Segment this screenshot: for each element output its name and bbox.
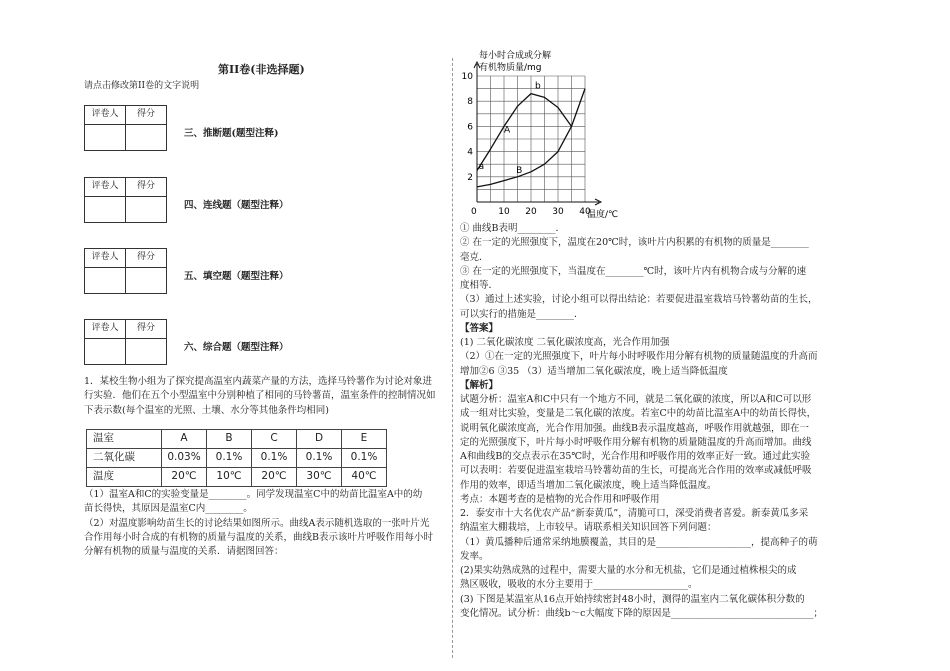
text-line: ① 曲线B表明________．: [460, 223, 566, 234]
text-line: 下表示数(每个温室的光照、土壤、水分等其他条件均相同): [84, 404, 329, 416]
y-tick-label: 10: [461, 72, 473, 82]
score-label: 得分: [126, 106, 167, 125]
origin-label: 0: [471, 207, 477, 217]
grader-label: 评卷人: [85, 249, 126, 268]
table-cell: 温室: [87, 430, 162, 449]
text-line: 可以实行的措施是________．: [460, 308, 584, 320]
curve-label: A: [504, 125, 511, 136]
answer-heading: 【答案】: [460, 322, 499, 334]
grader-cell: [85, 125, 126, 151]
text-line: 说明氧化碳浓度高，光合作用加强。曲线B表示温度越高，呼吸作用就越强，即在一: [460, 422, 809, 434]
text-line: (3) 下图是某温室从16点开始持续密封48小时，测得的温室内二氧化碳体积分数的: [460, 593, 805, 605]
score-box-3: [84, 105, 167, 151]
table-cell: 温度: [87, 468, 162, 487]
text-line: （1）黄瓜播种后通常采纳地膜覆盖，其目的是____________________，提高种子的萌: [460, 536, 818, 548]
text-line: 作用的效率，即适当增加二氧化碳浓度，晚上适当降低温度。: [460, 479, 717, 491]
table-cell: 40℃: [342, 468, 387, 487]
column-divider: [452, 58, 453, 658]
y-tick-label: 4: [467, 147, 473, 158]
y-tick-label: 2: [467, 172, 473, 183]
text-line: 1．某校生物小组为了探究提高温室内蔬菜产量的方法，选择马铃薯作为讨论对象进: [84, 376, 433, 387]
section-heading: 五、填空题（题型注释）: [184, 271, 289, 282]
grader-label: 评卷人: [85, 178, 126, 197]
text-line: （2）①在一定的光照强度下，叶片每小时呼吸作用分解有机物的质量随温度的升高而: [460, 351, 818, 363]
table-cell: D: [297, 430, 342, 449]
x-axis-label: 温度/℃: [587, 210, 619, 220]
table-row: [87, 468, 387, 487]
question-1-intro: [84, 375, 436, 418]
table-row: [87, 430, 387, 449]
text-line: 合作用每小时合成的有机物的质量与温度的关系，曲线B表示该叶片呼吸作用每小时: [84, 531, 433, 543]
text-line: 2．泰安市十大名优农产品“新泰黄瓜”，清脆可口，深受消费者喜爱。新泰黄瓜多采: [460, 508, 809, 519]
y-tick-label: 6: [467, 122, 473, 133]
table-cell: C: [252, 430, 297, 449]
y-axis-label-line2: 有机物质量/mg: [479, 63, 542, 73]
text-line: （1）温室A和C的实验变量是________。同学发现温室C中的幼苗比温室A中的幼: [84, 489, 423, 500]
text-line: 分解有机物的质量与温度的关系．请据图回答：: [84, 546, 284, 557]
question-1-parts: [84, 488, 433, 559]
x-tick-label: 40: [579, 207, 591, 217]
analysis-heading: 【解析】: [460, 379, 499, 391]
table-cell: 20℃: [252, 468, 297, 487]
text-line: 熟区吸收，吸收的水分主要用于____________________。: [460, 579, 698, 591]
grader-cell: [85, 197, 126, 223]
table-cell: 二氧化碳: [87, 449, 162, 468]
text-line: ③ 在一定的光照强度下，当温度在________℃时，该叶片内有机物合成与分解的速: [460, 265, 807, 277]
text-line: (1) 二氧化碳浓度 二氧化碳浓度高，光合作用加强: [460, 337, 670, 348]
chart-point-labels: [479, 82, 541, 176]
text-line: 度相等．: [460, 280, 499, 291]
text-line: (2)果实幼熟成熟的过程中，需要大量的水分和无机盐，它们是通过植株根尖的成: [460, 565, 797, 576]
score-box-5: [84, 248, 167, 294]
text-line: ② 在一定的光照强度下，温度在20℃时，该叶片内积累的有机物的质量是________: [460, 237, 809, 249]
x-tick-label: 20: [525, 207, 537, 217]
curve-label: B: [516, 166, 523, 177]
grader-label: 评卷人: [85, 106, 126, 125]
text-line: 毫克．: [460, 251, 489, 263]
score-cell: [126, 339, 167, 365]
text-line: 成一组对比实验，变量是二氧化碳的浓度。若室C中的幼苗比温室A中的幼苗长得快，: [460, 408, 817, 420]
text-line: （3）通过上述实验，讨论小组可以得出结论：若要促进温室栽培马铃薯幼苗的生长，: [460, 294, 818, 306]
page-title: 第II卷(非选择题): [218, 63, 305, 76]
score-cell: [126, 125, 167, 151]
x-tick-label: 10: [498, 207, 510, 217]
table-cell: A: [162, 430, 207, 449]
table-cell: 20℃: [162, 468, 207, 487]
x-tick-label: 30: [552, 207, 564, 217]
curve-a-line: [477, 94, 572, 171]
table-cell: 0.1%: [342, 449, 387, 468]
score-label: 得分: [126, 178, 167, 197]
temperature-chart: [455, 44, 635, 224]
text-line: 可以表明：若要促进温室栽培马铃薯幼苗的生长，可提高光合作用的效率或减低呼吸: [460, 465, 812, 477]
table-cell: 0.1%: [297, 449, 342, 468]
table-cell: E: [342, 430, 387, 449]
text-line: 增加②6 ③35 （3）适当增加二氧化碳浓度，晚上适当降低温度: [460, 365, 728, 377]
grader-cell: [85, 268, 126, 294]
section-heading: 六、综合题（题型注释）: [184, 342, 289, 353]
text-line: 行实验．他们在五个小型温室中分别种植了相同的马铃薯苗，温室条件的控制情况如: [84, 390, 436, 402]
table-cell: 10℃: [207, 468, 252, 487]
y-tick-label: 8: [467, 97, 473, 108]
y-axis-label-line1: 每小时合成或分解: [479, 51, 552, 61]
grader-label: 评卷人: [85, 320, 126, 339]
table-cell: 30℃: [297, 468, 342, 487]
greenhouse-table: [86, 429, 387, 487]
score-box-4: [84, 177, 167, 223]
curve-label: b: [535, 81, 541, 92]
text-line: 定的光照强度下，叶片每小时呼吸作用分解有机物的质量随温度的升高而增加。曲线: [460, 436, 812, 448]
instruction-note: 请点击修改第II卷的文字说明: [84, 81, 200, 91]
table-cell: 0.1%: [207, 449, 252, 468]
text-line: A和曲线B的交点表示在35℃时，光合作用和呼吸作用的效率正好一致。通过此实验: [460, 451, 811, 462]
text-line: 变化情况。试分析：曲线b～c大幅度下降的原因是______________________________；: [460, 607, 823, 619]
section-heading: 四、连线题（题型注释）: [184, 200, 289, 211]
table-cell: B: [207, 430, 252, 449]
score-label: 得分: [126, 320, 167, 339]
table-row: [87, 449, 387, 468]
grader-cell: [85, 339, 126, 365]
score-box-6: [84, 319, 167, 365]
text-line: （2）对温度影响幼苗生长的讨论结果如图所示。曲线A表示随机选取的一张叶片光: [84, 517, 430, 529]
section-heading: 三、推断题(题型注释): [184, 128, 279, 139]
table-cell: 0.03%: [162, 449, 207, 468]
text-line: 考点：本题考查的是植物的光合作用和呼吸作用: [460, 493, 660, 505]
score-cell: [126, 197, 167, 223]
text-line: 纳温室大棚栽培，上市较早。请联系相关知识回答下列问题：: [460, 522, 717, 534]
text-line: 试题分析：温室A和C中只有一个地方不同，就是二氧化碳的浓度，所以A和C可以形: [460, 394, 812, 405]
table-cell: 0.1%: [252, 449, 297, 468]
curve-label: a: [478, 162, 485, 173]
chart-questions: [460, 222, 823, 621]
text-line: 苗长得快，其原因是温室C内________。: [84, 503, 253, 515]
text-line: 发率。: [460, 550, 489, 562]
score-cell: [126, 268, 167, 294]
score-label: 得分: [126, 249, 167, 268]
